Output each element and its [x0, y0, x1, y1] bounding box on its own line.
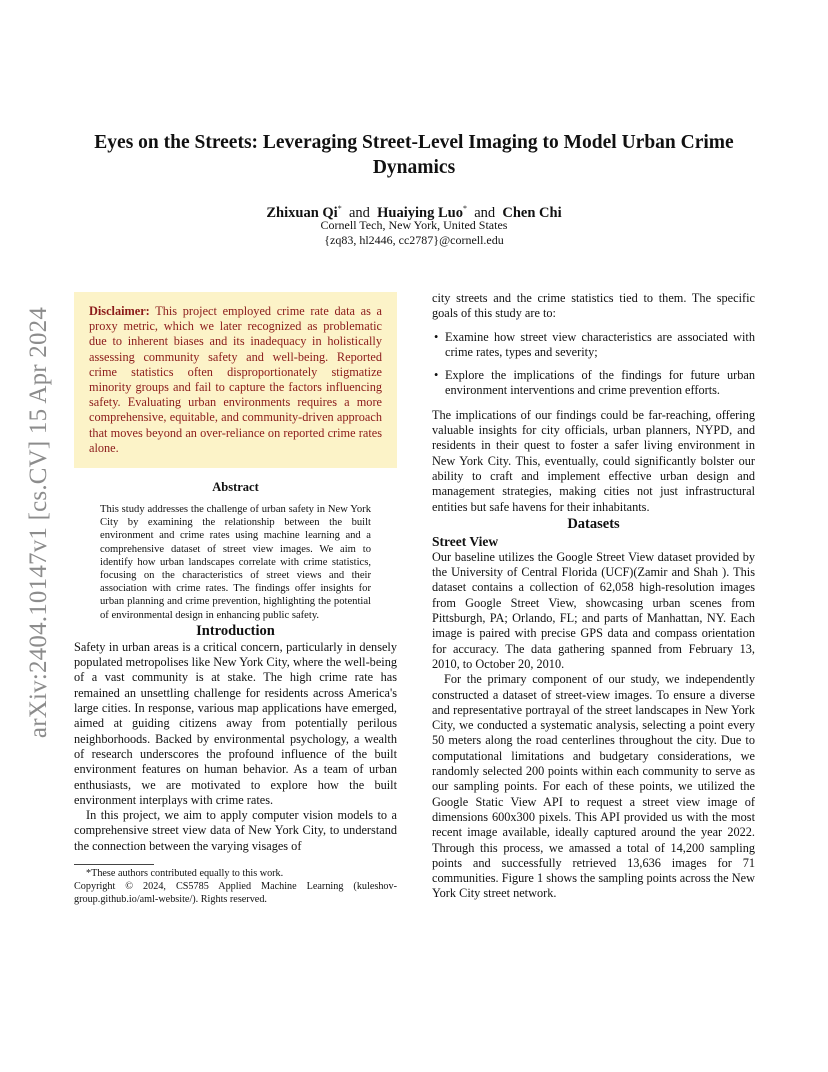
abstract-heading: Abstract [212, 480, 259, 494]
goals-list-item-text: Explore the implications of the findings for future urban environment interventions and crime prevention efforts. [445, 368, 755, 398]
left-column [74, 292, 397, 906]
right-column [432, 291, 755, 902]
bullet-icon: • [434, 329, 439, 344]
author-affiliation: Cornell Tech, New York, United States [320, 218, 508, 232]
arxiv-identifier-stamp [22, 285, 56, 760]
copyright-notice: Copyright © 2024, CS5785 Applied Machine Learning (kuleshov-group.github.io/aml-website/). Rights reserved. [74, 880, 397, 905]
paper-title: Eyes on the Streets: Leveraging Street-Level Imaging to Model Urban Crime Dynamics [94, 132, 734, 178]
disclaimer-box [74, 292, 397, 468]
author-name: Zhixuan Qi [266, 204, 338, 221]
goals-list-item [432, 368, 755, 399]
arxiv-identifier-text: arXiv:2404.10147v1 [cs.CV] 15 Apr 2024 [25, 306, 52, 739]
goals-list-item-text: Examine how street view characteristics are associated with crime rates, types and severity; [445, 329, 755, 359]
introduction-paragraph: Safety in urban areas is a critical concern, particularly in densely populated metropolises like New York City, where the well-being of a vast community is at stake. The high crime rate has remained an unsettling challenge for residents across America's large cities. In response, various map applications have emerged, aimed at guiding citizens away from potentially perilous neighborhoods. Backed by environmental psychology, a wealth of research underscores the profound influence of the built environment features on human behavior. As a team of urban enthusiasts, we are motivated to explore how the built environment interplays with crime rates. [74, 639, 397, 807]
author-conjunction: and [348, 204, 370, 221]
street-view-heading: Street View [432, 533, 499, 549]
abstract-text: This study addresses the challenge of urban safety in New York City by examining the relationship between the built environment and crime rates using machine learning and a comprehensive dataset of street view images. We aim to identify how urban landscapes correlate with crime statistics, focusing on the characteristics of street views and their association with crime rates. The findings offer insights for urban planning and crime prevention, highlighting the potential of environmental design in enhancing public safety. [100, 504, 371, 621]
introduction-continuation: city streets and the crime statistics tied to them. The specific goals of this study are to: [432, 291, 755, 321]
author-name: Chen Chi [502, 204, 562, 221]
introduction-paragraph: In this project, we aim to apply computer vision models to a comprehensive street view data of New York City, to understand the connection between the varying visages of [74, 808, 397, 853]
author-mark: * [462, 204, 467, 213]
author-mark: * [337, 204, 342, 213]
footnote-divider [74, 864, 154, 865]
introduction-heading: Introduction [196, 622, 275, 639]
street-view-paragraph: Our baseline utilizes the Google Street View dataset provided by the University of Central Florida (UCF)(Zamir and Shah ). This dataset contains a collection of 62,058 high-resolution images from Google Street View, showcasing urban scenes from Pittsburgh, PA; Orlando, FL; and parts of Manhattan, NY. Each image is paired with precise GPS data and compass orientation for accuracy. The data gathering spanned from February 13, 2010, to October 20, 2010. [432, 549, 755, 671]
goals-list [432, 330, 755, 399]
datasets-heading: Datasets [567, 515, 620, 532]
goals-list-item [432, 330, 755, 361]
disclaimer-label: Disclaimer: [89, 304, 150, 318]
disclaimer-text: This project employed crime rate data as a proxy metric, which we later recognized as problematic due to inherent biases and its inadequacy in holistically assessing community safety and well-being. Reported crime statistics often disproportionately stigmatize minority groups and fail to capture the factors influencing safety. Evaluating urban environments requires a more comprehensive, equitable, and community-driven approach that moves beyond an over-reliance on reported crime rates alone. [89, 304, 382, 455]
implications-paragraph: The implications of our findings could be far-reaching, offering valuable insights for city officials, urban planners, NYPD, and residents in their quest to foster a safer living environment in New York City. This, eventually, could significantly bolster our ability to craft and implement effective urban design and management strategies, making cities not just infrastructural entities but safe havens for their inhabitants. [432, 407, 755, 514]
footnote: *These authors contributed equally to this work. [86, 867, 284, 879]
author-conjunction: and [474, 204, 496, 221]
street-view-paragraph: For the primary component of our study, we independently constructed a dataset of street-view images. To ensure a diverse and representative portrayal of the street landscapes in New York City, we conducted a systematic analysis, selecting a point every 50 meters along the road centerlines throughout the city. Due to computational limitations and budgetary considerations, we randomly selected 200 points within each community to serve as our sampling points. For each of these points, we utilized the Google Static View API to request a street view image of dimensions 600x300 pixels. This API provided us with the most recent image available, ideally captured around the year 2022. Through this process, we amassed a total of 14,200 sampling points and successfully retrieved 13,636 images for 71 communities. Figure 1 shows the sampling points across the New York City street network. [432, 672, 755, 901]
author-name: Huaiying Luo [377, 204, 463, 221]
bullet-icon: • [434, 368, 439, 383]
author-emails: {zq83, hl2446, cc2787}@cornell.edu [324, 233, 504, 247]
